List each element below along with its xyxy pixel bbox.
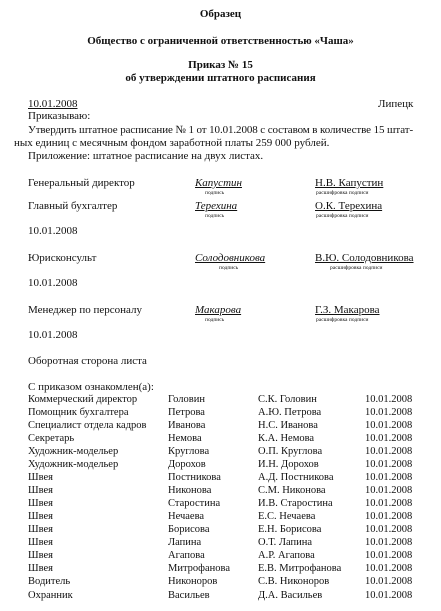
- row-position: Швея: [28, 472, 53, 483]
- decoding-caption: расшифровка подписи: [316, 213, 369, 219]
- signatory-date: 10.01.2008: [28, 225, 78, 237]
- row-name: К.А. Немова: [258, 433, 315, 444]
- table-row: [0, 562, 441, 576]
- row-signature: Никоноров: [168, 576, 218, 587]
- row-date: 10.01.2008: [365, 498, 413, 509]
- table-row: [0, 393, 441, 407]
- signatory-name: Г.З. Макарова: [315, 304, 380, 316]
- table-row: [0, 536, 441, 550]
- table-row: [0, 589, 441, 603]
- row-signature: Борисова: [168, 524, 210, 535]
- decoding-caption: расшифровка подписи: [330, 265, 383, 271]
- signatory-position: Главный бухгалтер: [28, 200, 118, 212]
- row-signature: Дорохов: [168, 459, 206, 470]
- row-date: 10.01.2008: [365, 433, 413, 444]
- row-signature: Петрова: [168, 407, 205, 418]
- signatory-signature: Терехина: [195, 200, 238, 212]
- row-signature: Старостина: [168, 498, 221, 509]
- row-signature: Постникова: [168, 472, 221, 483]
- reverse-side-label: Оборотная сторона листа: [28, 355, 147, 367]
- table-row: [0, 419, 441, 433]
- row-position: Охранник: [28, 590, 73, 601]
- row-name: Н.С. Иванова: [258, 420, 318, 431]
- row-name: А.Д. Постникова: [258, 472, 334, 483]
- signatory-position: Менеджер по персоналу: [28, 304, 142, 316]
- row-signature: Лапина: [168, 537, 202, 548]
- row-name: С.В. Никоноров: [258, 576, 330, 587]
- row-date: 10.01.2008: [365, 420, 413, 431]
- table-row: [0, 458, 441, 472]
- row-date: 10.01.2008: [365, 576, 413, 587]
- table-row: [0, 406, 441, 420]
- row-name: О.Т. Лапина: [258, 537, 312, 548]
- row-date: 10.01.2008: [365, 550, 413, 561]
- table-row: [0, 510, 441, 524]
- row-date: 10.01.2008: [365, 394, 413, 405]
- row-position: Швея: [28, 550, 53, 561]
- table-row: [0, 471, 441, 485]
- row-signature: Нечаева: [168, 511, 205, 522]
- row-date: 10.01.2008: [365, 524, 413, 535]
- signature-caption: подпись: [205, 190, 225, 196]
- order-body-line2: ных единиц с месячным фондом заработной платы 259 000 рублей.: [14, 137, 330, 149]
- signatory-date: 10.01.2008: [28, 329, 78, 341]
- row-position: Швея: [28, 524, 53, 535]
- row-name: О.П. Круглова: [258, 446, 323, 457]
- row-date: 10.01.2008: [365, 446, 413, 457]
- signatory-signature: Капустин: [195, 177, 242, 189]
- row-position: Художник-модельер: [28, 459, 119, 470]
- row-date: 10.01.2008: [365, 563, 413, 574]
- signatory-name: В.Ю. Солодовникова: [315, 252, 414, 264]
- decoding-caption: расшифровка подписи: [316, 190, 369, 196]
- company-name: Общество с ограниченной ответственностью «Чаша»: [87, 35, 354, 47]
- signature-caption: подпись: [205, 317, 225, 323]
- row-date: 10.01.2008: [365, 459, 413, 470]
- row-date: 10.01.2008: [365, 472, 413, 483]
- signature-caption: подпись: [205, 213, 225, 219]
- row-name: Д.А. Васильев: [258, 590, 323, 601]
- row-signature: Иванова: [168, 420, 206, 431]
- table-row: [0, 497, 441, 511]
- row-position: Швея: [28, 537, 53, 548]
- row-position: Специалист отдела кадров: [28, 420, 147, 431]
- row-position: Швея: [28, 498, 53, 509]
- row-position: Водитель: [28, 576, 71, 587]
- row-position: Коммерческий директор: [28, 394, 138, 405]
- row-date: 10.01.2008: [365, 590, 413, 601]
- row-name: Е.В. Митрофанова: [258, 563, 342, 574]
- row-date: 10.01.2008: [365, 407, 413, 418]
- table-row: [0, 484, 441, 498]
- signatory-name: Н.В. Капустин: [315, 177, 384, 189]
- order-date: 10.01.2008: [28, 98, 78, 110]
- row-name: И.Н. Дорохов: [258, 459, 319, 470]
- table-row: [0, 445, 441, 459]
- row-date: 10.01.2008: [365, 537, 413, 548]
- row-name: И.В. Старостина: [258, 498, 333, 509]
- row-date: 10.01.2008: [365, 511, 413, 522]
- order-city: Липецк: [378, 98, 414, 110]
- table-row: [0, 549, 441, 563]
- row-signature: Никонова: [168, 485, 212, 496]
- row-position: Швея: [28, 563, 53, 574]
- row-name: Е.Н. Борисова: [258, 524, 322, 535]
- order-body-line1: Утвердить штатное расписание № 1 от 10.01.2008 с составом в количестве 15 штат-: [28, 124, 414, 136]
- row-name: Е.С. Нечаева: [258, 511, 316, 522]
- order-subject: об утверждении штатного расписания: [125, 72, 316, 84]
- signature-caption: подпись: [219, 265, 239, 271]
- decree-word: Приказываю:: [28, 110, 91, 122]
- row-signature: Немова: [168, 433, 202, 444]
- row-name: А.Р. Агапова: [258, 550, 315, 561]
- row-signature: Круглова: [168, 446, 210, 457]
- order-title: Приказ № 15: [188, 59, 253, 71]
- signatory-name: О.К. Терехина: [315, 200, 383, 212]
- row-signature: Головин: [168, 394, 205, 405]
- signatory-signature: Макарова: [195, 304, 242, 316]
- row-signature: Агапова: [168, 550, 205, 561]
- row-position: Швея: [28, 485, 53, 496]
- row-signature: Васильев: [168, 590, 210, 601]
- sample-label: Образец: [199, 8, 242, 20]
- decoding-caption: расшифровка подписи: [316, 317, 369, 323]
- row-name: С.К. Головин: [258, 394, 317, 405]
- table-row: [0, 575, 441, 589]
- row-position: Помощник бухгалтера: [28, 407, 129, 418]
- signatory-position: Юрисконсульт: [28, 252, 97, 264]
- row-signature: Митрофанова: [168, 563, 230, 574]
- table-row: [0, 523, 441, 537]
- row-name: А.Ю. Петрова: [258, 407, 322, 418]
- row-position: Художник-модельер: [28, 446, 119, 457]
- signatory-position: Генеральный директор: [28, 177, 135, 189]
- row-position: Секретарь: [28, 433, 75, 444]
- row-date: 10.01.2008: [365, 485, 413, 496]
- row-position: Швея: [28, 511, 53, 522]
- table-row: [0, 432, 441, 446]
- row-name: С.М. Никонова: [258, 485, 326, 496]
- order-attachment: Приложение: штатное расписание на двух листах.: [28, 150, 264, 162]
- acknowledgement-intro: С приказом ознакомлен(а):: [28, 381, 154, 393]
- signatory-signature: Солодовникова: [195, 252, 266, 264]
- signatory-date: 10.01.2008: [28, 277, 78, 289]
